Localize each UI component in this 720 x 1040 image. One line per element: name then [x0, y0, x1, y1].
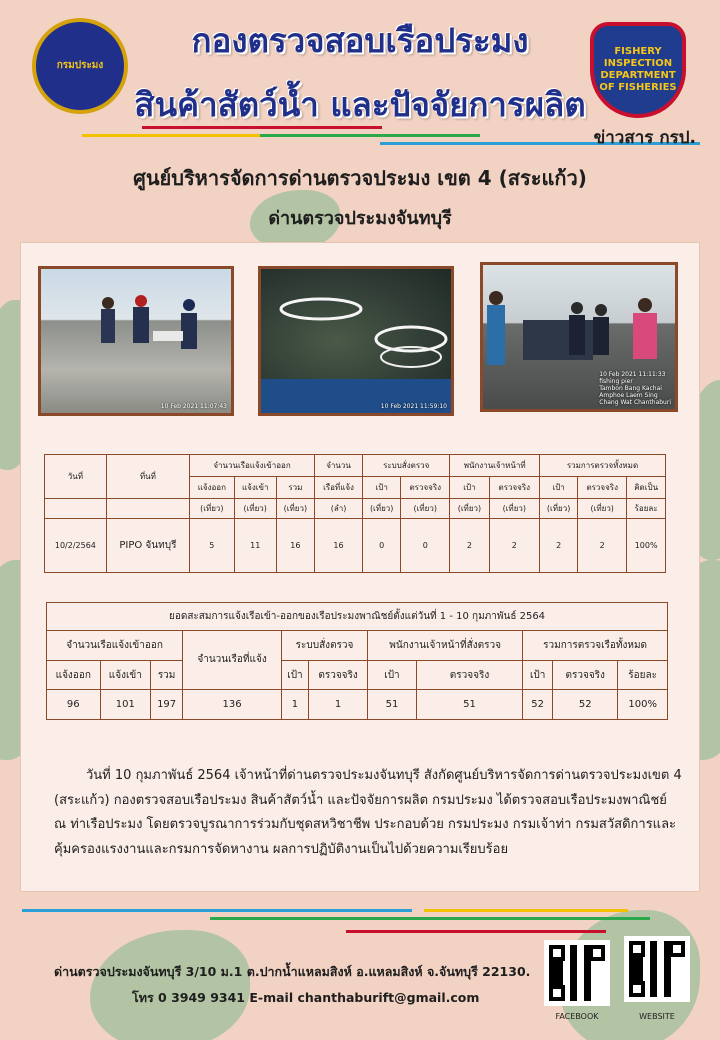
- cumulative-report-table: [46, 602, 668, 720]
- table-cell: 1: [309, 689, 368, 719]
- table-subheader: ตรวจจริง: [416, 661, 522, 689]
- table-unit: (เที่ยว): [540, 499, 578, 519]
- table-cell: 1: [281, 689, 308, 719]
- table-empty-cell: [106, 499, 189, 519]
- qr-corner-icon: [549, 945, 565, 961]
- table-cell: 52: [553, 689, 618, 719]
- photo-caption: 10 Feb 2021 11:59:10: [380, 403, 447, 410]
- table-header-place: ที่นที่: [106, 455, 189, 499]
- table-header-date: วันที่: [45, 455, 107, 499]
- sub-title: ด่านตรวจประมงจันทบุรี: [268, 208, 452, 229]
- footer-stripe-blue: [22, 909, 412, 912]
- table-header-group1: จำนวนเรือแจ้งเข้าออก: [47, 631, 183, 661]
- qr-corner-icon: [669, 941, 685, 957]
- table-cell: 0: [401, 519, 450, 573]
- table-subheader: ตรวจจริง: [578, 477, 627, 499]
- table-unit: (เที่ยว): [489, 499, 539, 519]
- department-logo-text: กรมประมง: [56, 60, 104, 71]
- table-unit: (เที่ยว): [401, 499, 450, 519]
- table-cell: 0: [363, 519, 401, 573]
- fishing-net-icon: [261, 269, 451, 413]
- table-header-group4: พนักงานเจ้าหน้าที่สั่งตรวจ: [368, 631, 523, 661]
- qr-corner-icon: [629, 981, 645, 997]
- table-subheader: เป้า: [450, 477, 489, 499]
- table-header-group2: จำนวน: [314, 455, 362, 477]
- table-cell-place: PIPO จันทบุรี: [106, 519, 189, 573]
- table-subheader: ตรวจจริง: [553, 661, 618, 689]
- header-stripe-green: [260, 134, 480, 137]
- table-cell: 100%: [627, 519, 666, 573]
- people-silhouette-icon: [41, 269, 231, 413]
- table-subheader: แจ้งเข้า: [234, 477, 276, 499]
- header-title-line1: กองตรวจสอบเรือประมง: [191, 21, 529, 60]
- table-subheader: เป้า: [281, 661, 308, 689]
- website-qr-code[interactable]: [624, 936, 690, 1002]
- table-empty-cell: [45, 499, 107, 519]
- cumulative-table-title: ยอดสะสมการแจ้งเรือเข้า-ออกของเรือประมงพาณิชย์ตั้งแต่วันที่ 1 - 10 กุมภาพันธ์ 2564: [47, 603, 668, 631]
- table-cell: 2: [489, 519, 539, 573]
- qr-icon: [629, 941, 685, 997]
- table-cell: 197: [151, 689, 183, 719]
- table-header-group5: รวมการตรวจทั้งหมด: [540, 455, 666, 477]
- photo-caption: 10 Feb 2021 11:07:43: [160, 403, 227, 410]
- footer-stripe-green: [210, 917, 650, 920]
- table-subheader: ร้อยละ: [618, 661, 668, 689]
- facebook-qr-code[interactable]: [544, 940, 610, 1006]
- table-unit: (เที่ยว): [578, 499, 627, 519]
- qr-icon: [549, 945, 605, 1001]
- table-subheader: แจ้งเข้า: [100, 661, 151, 689]
- photo-inspection-2: [480, 262, 678, 412]
- fishery-inspection-logo-text: FISHERY INSPECTION DEPARTMENT OF FISHERIES: [599, 46, 677, 93]
- center-title: ศูนย์บริหารจัดการด่านตรวจประมง เขต 4 (สระแก้ว): [133, 166, 587, 190]
- footer-contact: โทร 0 3949 9341 E-mail chanthaburift@gmail.com: [132, 990, 480, 1005]
- header-title-line2: สินค้าสัตว์น้ำ และปัจจัยการผลิต: [134, 85, 586, 124]
- table-subheader: รวม: [276, 477, 314, 499]
- table-unit: (เที่ยว): [363, 499, 401, 519]
- table-subheader: ตรวจจริง: [401, 477, 450, 499]
- qr-corner-icon: [549, 985, 565, 1001]
- facebook-qr-label: FACEBOOK: [555, 1012, 599, 1021]
- table-unit: (เที่ยว): [276, 499, 314, 519]
- table-unit: (เที่ยว): [450, 499, 489, 519]
- decorative-leaf: [90, 930, 250, 1040]
- table-unit: ร้อยละ: [627, 499, 666, 519]
- table-cell: 5: [190, 519, 235, 573]
- table-header-group5: รวมการตรวจเรือทั้งหมด: [523, 631, 668, 661]
- table-row: [47, 689, 668, 719]
- table-unit: (ลำ): [314, 499, 362, 519]
- table-cell: 16: [314, 519, 362, 573]
- table-subheader: เป้า: [363, 477, 401, 499]
- table-unit: (เที่ยว): [234, 499, 276, 519]
- photo-fishing-net: [258, 266, 454, 416]
- table-subheader: เป้า: [368, 661, 417, 689]
- table-cell: 2: [450, 519, 489, 573]
- table-cell: 100%: [618, 689, 668, 719]
- table-row: [45, 519, 666, 573]
- table-subheader: แจ้งออก: [47, 661, 101, 689]
- report-paragraph: วันที่ 10 กุมภาพันธ์ 2564 เจ้าหน้าที่ด่านตรวจประมงจันทบุรี สังกัดศูนย์บริหารจัดการด่านตรวจประมงเขต 4 (สระแก้ว) กองตรวจสอบเรือประมง สินค้าสัตว์น้ำ และปัจจัยการผลิต กรมประมง ได้ตรวจสอบเรือประมงพาณิชย์ ณ ท่าเรือประมง โดยตรวจบูรณาการร่วมกับชุดสหวิชาชีพ ประกอบด้วย กรมประมง กรมเจ้าท่า กรมสวัสดิการและคุ้มครองแรงงานและกรมการจัดหางาน ผลการปฏิบัติงานเป็นไปด้วยความเรียบร้อย: [54, 768, 682, 857]
- table-cell: 11: [234, 519, 276, 573]
- footer-address: ด่านตรวจประมงจันทบุรี 3/10 ม.1 ต.ปากน้ำแหลมสิงห์ อ.แหลมสิงห์ จ.จันทบุรี 22130.: [54, 964, 531, 979]
- qr-corner-icon: [629, 941, 645, 957]
- news-label: ข่าวสาร กรป.: [593, 128, 696, 148]
- table-subheader: คิดเป็น: [627, 477, 666, 499]
- photo-caption: 10 Feb 2021 11:11:33 fishing pier Tambon Bang Kachai Amphoe Laem Sing Chang Wat Chanthaburi: [599, 371, 671, 406]
- table-cell: 136: [183, 689, 282, 719]
- table-cell: 51: [416, 689, 522, 719]
- table-cell: 2: [540, 519, 578, 573]
- table-cell: 52: [523, 689, 553, 719]
- table-unit: (เที่ยว): [190, 499, 235, 519]
- table-subheader: ตรวจจริง: [489, 477, 539, 499]
- header-stripe-red: [142, 126, 382, 129]
- table-subheader: ตรวจจริง: [309, 661, 368, 689]
- table-subheader: เป้า: [540, 477, 578, 499]
- table-header-group3: ระบบสั่งตรวจ: [363, 455, 450, 477]
- website-qr-label: WEBSITE: [639, 1012, 675, 1021]
- table-header-group3: ระบบสั่งตรวจ: [281, 631, 367, 661]
- table-cell: 96: [47, 689, 101, 719]
- daily-report-table: [44, 454, 666, 573]
- footer-stripe-yellow: [424, 909, 628, 912]
- table-cell-date: 10/2/2564: [45, 519, 107, 573]
- table-subheader: เป้า: [523, 661, 553, 689]
- table-cell: 101: [100, 689, 151, 719]
- table-subheader: รวม: [151, 661, 183, 689]
- table-cell: 2: [578, 519, 627, 573]
- footer-stripe-red: [346, 930, 606, 933]
- table-header-group1: จำนวนเรือแจ้งเข้าออก: [190, 455, 315, 477]
- table-subheader: เรือที่แจ้ง: [314, 477, 362, 499]
- qr-corner-icon: [589, 945, 605, 961]
- table-cell: 16: [276, 519, 314, 573]
- photo-inspection-1: [38, 266, 234, 416]
- table-cell: 51: [368, 689, 417, 719]
- table-header-group2: จำนวนเรือที่แจ้ง: [183, 631, 282, 689]
- table-subheader: แจ้งออก: [190, 477, 235, 499]
- table-header-group4: พนักงานเจ้าหน้าที่: [450, 455, 540, 477]
